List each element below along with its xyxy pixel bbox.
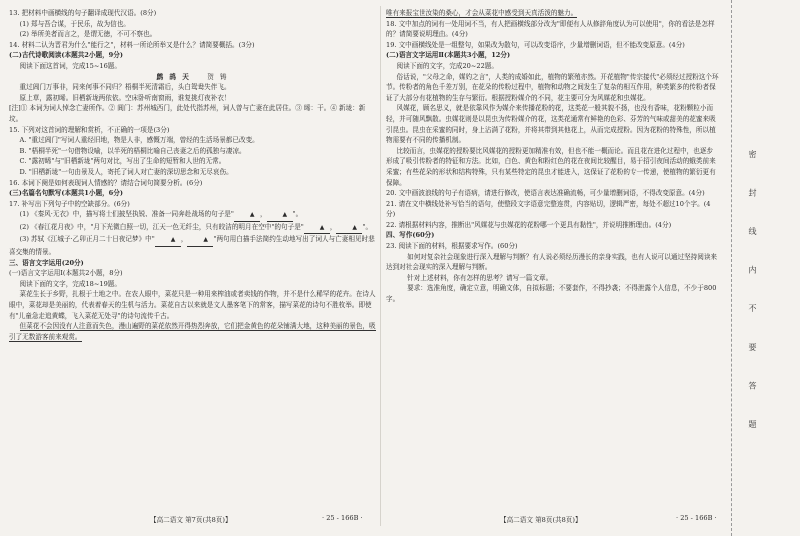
option-d: D. "旧栖新垅"一句由景及人，寄托了词人对亡妻的深切思念和无尽哀伤。 [19, 167, 233, 176]
passage2-paragraph-1: 俗话说，"父母之命，媒妁之言"，人类的成婚如此，植物的繁殖亦然。开花植物"传宗接代"必须经过授粉这个环节。传粉者的角色千差万别，在花朵的传粉过程中，植物和动物之间发生了复杂的相互作用，种类繁多的传粉者保证了大部分有花植物的生存与繁衍。根据授粉媒介的不同，花主要可分为风媒花和虫媒花。 [386, 72, 719, 102]
question-21: 21. 请在文中横线处补写恰当的语句，使整段文字语意完整连贯，内容贴切，逻辑严密，每处不超过10个字。(4分) [386, 199, 711, 219]
question-14: 14. 材料二认为晋君为什么"能行之"，材料一所论所举又是什么？请简要概括。(3分) [9, 40, 255, 49]
footer-page-7: 【高二语文 第7页(共8页)】 [150, 516, 232, 524]
option-c: C. "露初晞"与"旧栖新垅"两句对比，写出了生命的短暂和人世的无常。 [19, 157, 226, 166]
blank-1b: ▲ [267, 209, 293, 222]
section-writing: 四、写作(60分) [386, 231, 435, 240]
fill-blank-2: (2) 《春江花月夜》中，"月下光微白照一切，江天一色无纤尘，只有皎洁的明月在空中"的句子是" ▲ ， ▲ "。 [9, 222, 376, 235]
passage2-paragraph-3: 比较而言，虫媒花的授粉要比风媒花的授粉更加精准有效，但也不能一概而论。而且花在进化过程中，也逐步形成了吸引传粉者的特征和方法。比如，白色、黄色和粉红色的花在夜间比较醒目，易于招引夜间活动的蛾类前来采蜜；有些花朵的形状和结构特殊，只有某些特定的昆虫才能进入，这保证了花粉的专一传递，使植物的繁衍更有保障。 [386, 146, 716, 187]
question-20: 20. 文中画波浪线的句子有语病，请进行修改，使语言表达准确流畅，可少量增删词语，不得改变原意。(4分) [386, 189, 705, 198]
essay-prompt: 针对上述材料，你有怎样的思考？请写一篇文章。 [407, 273, 553, 282]
poetry-instruction: 阅读下面这首词，完成15~16题。 [19, 61, 121, 70]
section-poetry: (二)古代诗歌阅读(本题共2小题，9分) [9, 51, 123, 60]
passage-paragraph-2: 但菜花不会因没有人注意而失色，漫山遍野的菜花依然开得热烈奔放，它们把金黄色的花朵铺满大地，这种美丽的景色，吸引了无数游客前来观赏。 [9, 322, 376, 341]
fill-blank-2-text: (2) 《春江花月夜》中，"月下光微白照一切，江天一色无纤尘，只有皎洁的明月在空中"的句子是" [19, 222, 304, 231]
poem-note: [注]① 本词为词人悼念亡妻所作。② 阊门：苏州城西门，此处代指苏州，词人曾与亡妻在此居住。③ 晞：干。④ 新垅：新坟。 [9, 104, 366, 123]
poem-line-1: 重过阊门万事非，同来何事不同归？梧桐半死清霜后，头白鸳鸯失伴飞。 [19, 83, 231, 92]
option-b: B. "梧桐半死"一句借物设喻，以半死的梧桐比喻自己丧妻之后的孤独与凄凉。 [19, 146, 246, 155]
question-13-1: (1) 郑与吾合谋，于民乐，故为信也。 [19, 19, 130, 28]
passage2-paragraph-2: 风媒花，顾名思义，就是依靠风作为媒介来传播花粉的花，这类花一般其貌不扬，也没有香味，花粉颗粒小而轻，并可随风飘散。虫媒花则是以昆虫为传粉媒介的花，这类花通常有鲜艳的色彩、芬芳的气味或甜美的花蜜来吸引昆虫。昆虫在采蜜的同时，身上沾满了花粉，并将其带到其他花上，从而完成授粉。因为花粉的特殊性，所以植物需要有不同的传播机制。 [386, 104, 716, 145]
question-16: 16. 本词下阕是如何表现词人情感的？请结合词句简要分析。(6分) [9, 178, 203, 187]
question-19: 19. 文中画横线处是一组整句，如果改为散句，可以改变语序，少量增删词语，但不能改变原意。(4分) [386, 40, 685, 49]
fill-blank-1-text: (1) 《秦风·无衣》中，描写将士们披坚执锐、准备一同奔赴战场的句子是" [19, 210, 234, 219]
section-language: 三、语言文字运用(20分) [9, 258, 84, 267]
language2-instruction: 阅读下面的文字，完成20~22题。 [396, 61, 498, 70]
subsection-language-1: (一)语言文字运用Ⅰ(本题共2小题，8分) [9, 269, 123, 278]
fill-blank-1: (1) 《秦风·无衣》中，描写将士们披坚执锐、准备一同奔赴战场的句子是" ▲ ， ▲ "。 [9, 209, 376, 222]
poem-line-2: 原上草，露初晞。旧栖新垅两依依。空床卧听南窗雨，谁复挑灯夜补衣！ [19, 93, 231, 102]
question-22: 22. 请根据材料内容，推断出"风媒花与虫媒花的花粉哪一个更具有黏性"，并说明推断理由。(4分) [386, 220, 672, 229]
question-17: 17. 补写出下列句子中的空缺部分。(6分) [9, 199, 130, 208]
essay-requirements: 要求：选准角度，确定立意，明确文体，自拟标题；不要套作，不得抄袭；不得泄露个人信息，不少于800字。 [386, 284, 717, 304]
language-instruction: 阅读下面的文字，完成18~19题。 [19, 279, 121, 288]
fill-blank-3-text: (3) 苏轼《江城子·乙卯正月二十日夜记梦》中" [19, 235, 155, 244]
blank-2a: ▲ [304, 222, 330, 235]
section-dictation: (三)名篇名句默写(本题共1小题，6分) [9, 189, 123, 198]
poem-title: 鹧 鸪 天 [156, 72, 191, 81]
binding-line [731, 0, 733, 536]
question-13: 13. 把材料中画横线的句子翻译成现代汉语。(8分) [9, 9, 157, 17]
question-13-2: (2) 举所美者而言之，是谓无徳，不可不察也。 [19, 30, 157, 39]
binding-warning: 密 封 线 内 不 要 答 题 [748, 150, 757, 442]
blank-1a: ▲ [234, 209, 260, 222]
option-a: A. "重过阊门"写词人重经旧地，物是人非，感慨万端，曾经的生活场景都已改变。 [19, 136, 259, 145]
passage-paragraph-1: 菜花生长于乡野，扎根于土地之中。在农人眼中，菜花只是一种用来榨油或者卖钱的作物，并不是什么稀罕的花卉。在诗人眼中，菜花却是美丽的，代表着春天的生机与活力。菜花自古以来就是文人墨客笔下的常客，描写菜花的诗句不胜枚举。即使有"儿童急走追黄蝶，飞入菜花无处寻"的诗句流传千古。 [9, 290, 376, 320]
left-column [9, 8, 376, 342]
blank-3a: ▲ [155, 234, 181, 247]
question-18: 18. 文中加点的词有一处用词不当，有人把画横线部分改为"即便有人从修辞角度认为可以使用"，你的看法是怎样的？请简要说明理由。(4分) [386, 19, 715, 39]
blank-3b: ▲ [187, 234, 213, 247]
column-divider [380, 6, 381, 526]
blank-2b: ▲ [336, 222, 362, 235]
poem-heading [9, 72, 376, 83]
footer-code-right: · 25 - 166B · [676, 514, 717, 522]
poem-author: 贺 铸 [207, 72, 229, 81]
question-23: 23. 阅读下面的材料，根据要求写作。(60分) [386, 242, 518, 251]
subsection-language-2: (二)语言文字运用Ⅱ(本题共3小题，12分) [386, 51, 511, 60]
essay-material: 如何对复杂社会现象进行深入理解与判断？有人说必须经历漫长的亲身实践，也有人说可以通过坚持阅读来达到对社会现实的深入理解与判断。 [386, 252, 718, 272]
question-15: 15. 下列对这首词的理解和赏析，不正确的一项是(3分) [9, 125, 170, 134]
footer-code-left: · 25 - 166B · [322, 514, 363, 522]
footer-page-8: 【高二语文 第8页(共8页)】 [500, 516, 582, 524]
fill-blank-3: (3) 苏轼《江城子·乙卯正月二十日夜记梦》中" ▲ ， ▲ "两句用白描手法简约生动地写出了词人与亡妻相见时悲喜交集的情景。 [9, 235, 375, 257]
passage-continuation: 唯有来报宝世汝染的桑心，才会从菜花中感受到天真活泼的魅力。 [386, 9, 578, 17]
right-column [386, 8, 719, 305]
